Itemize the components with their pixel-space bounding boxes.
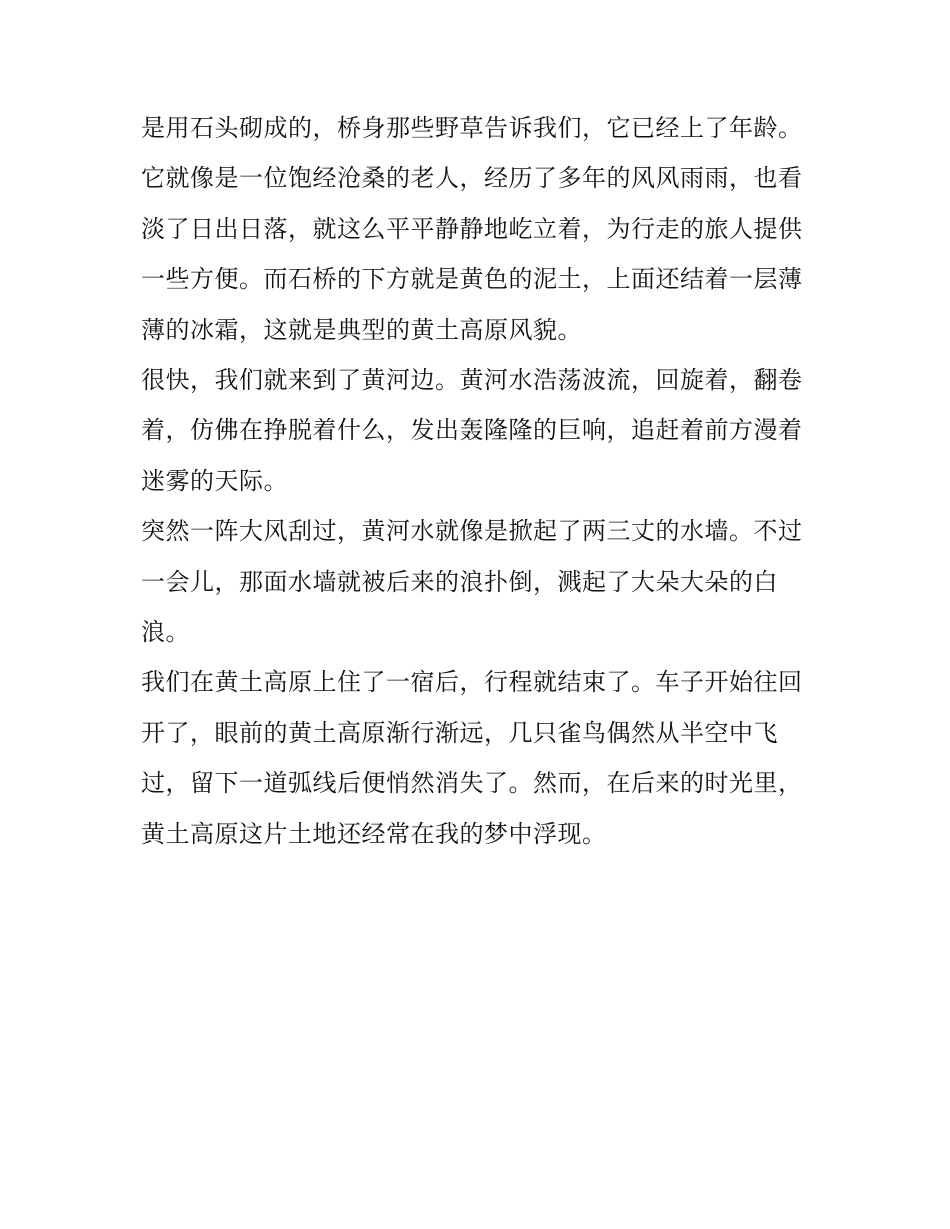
text-line: 开了，眼前的黄土高原渐行渐远，几只雀鸟偶然从半空中飞: [141, 718, 778, 747]
text-line: 薄的冰霜，这就是典型的黄土高原风貌。: [141, 315, 582, 344]
paragraph-departure: [141, 657, 821, 859]
text-line: 它就像是一位饱经沧桑的老人，经历了多年的风风雨雨，也看: [141, 164, 803, 193]
document-body: [141, 103, 821, 859]
text-line: 过，留下一道弧线后便悄然消失了。然而，在后来的时光里，: [141, 769, 803, 798]
text-line: 浪。: [141, 618, 190, 647]
text-line: 一会儿，那面水墙就被后来的浪扑倒，溅起了大朵大朵的白: [141, 567, 778, 596]
text-line: 很快，我们就来到了黄河边。黄河水浩荡波流，回旋着，翻卷: [141, 366, 803, 395]
paragraph-bridge: [141, 103, 821, 355]
paragraph-yellow-river: [141, 355, 821, 506]
text-line: 一些方便。而石桥的下方就是黄色的泥土，上面还结着一层薄: [141, 265, 803, 294]
text-line: 黄土高原这片土地还经常在我的梦中浮现。: [141, 819, 607, 848]
text-line: 突然一阵大风刮过，黄河水就像是掀起了两三丈的水墙。不过: [141, 517, 803, 546]
text-line: 是用石头砌成的，桥身那些野草告诉我们，它已经上了年龄。: [141, 114, 803, 142]
text-line: 着，仿佛在挣脱着什么，发出轰隆隆的巨响，追赶着前方漫着: [141, 416, 803, 445]
text-line: 迷雾的天际。: [141, 466, 288, 495]
paragraph-wind-wave: [141, 506, 821, 657]
text-line: 淡了日出日落，就这么平平静静地屹立着，为行走的旅人提供: [141, 214, 803, 243]
text-line: 我们在黄土高原上住了一宿后，行程就结束了。车子开始往回: [141, 668, 803, 697]
